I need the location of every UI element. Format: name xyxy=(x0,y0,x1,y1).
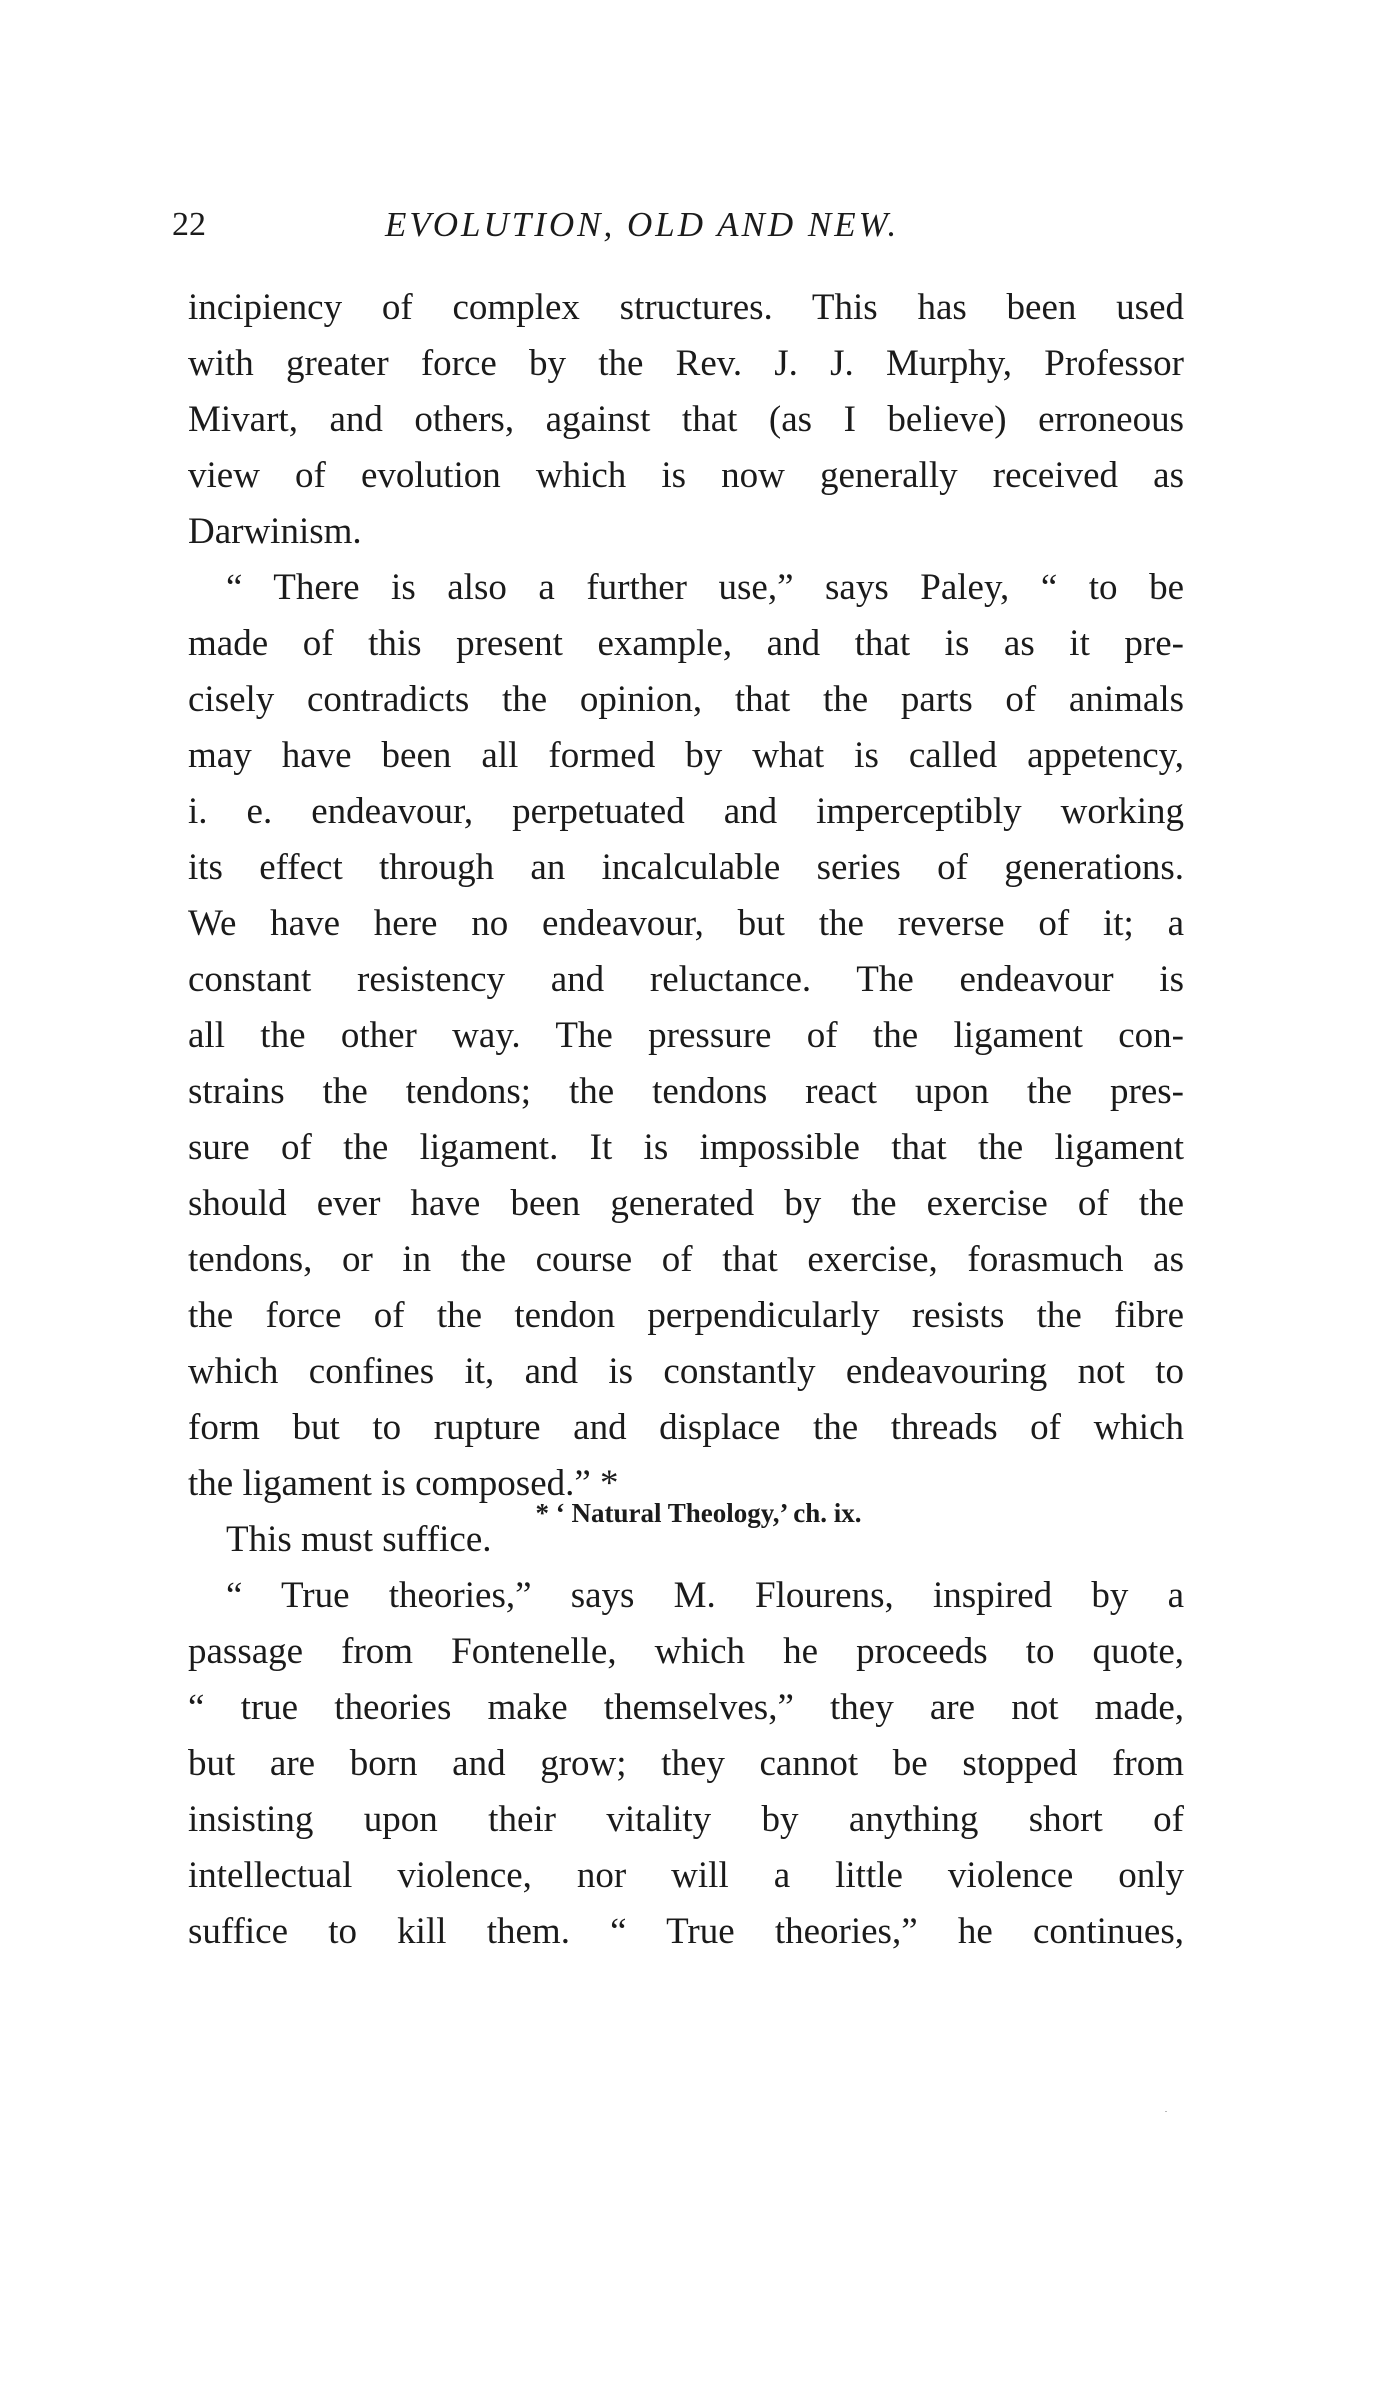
body-text xyxy=(188,280,1184,1960)
text-line: i. e. endeavour, perpetuated and imperceptibly working xyxy=(188,791,1184,832)
text-line: passage from Fontenelle, which he proceeds to quote, xyxy=(188,1631,1184,1672)
text-line: incipiency of complex structures. This has been used xyxy=(188,287,1184,328)
text-line: “ true theories make themselves,” they are not made, xyxy=(188,1687,1184,1728)
text-line: Darwinism. xyxy=(188,511,362,552)
text-line: the force of the tendon perpendicularly resists the fibre xyxy=(188,1295,1184,1336)
text-line: with greater force by the Rev. J. J. Murphy, Professor xyxy=(188,343,1184,384)
text-line: “ True theories,” says M. Flourens, inspired by a xyxy=(226,1575,1184,1616)
text-line: Mivart, and others, against that (as I believe) erroneous xyxy=(188,399,1184,440)
text-line: strains the tendons; the tendons react upon the pres- xyxy=(188,1071,1184,1112)
text-line: should ever have been generated by the exercise of the xyxy=(188,1183,1184,1224)
text-line: view of evolution which is now generally received as xyxy=(188,455,1184,496)
text-line: constant resistency and reluctance. The endeavour is xyxy=(188,959,1184,1000)
page-header xyxy=(172,205,1190,255)
text-line: all the other way. The pressure of the ligament con- xyxy=(188,1015,1184,1056)
text-line: which confines it, and is constantly endeavouring not to xyxy=(188,1351,1184,1392)
text-line: its effect through an incalculable series of generations. xyxy=(188,847,1184,888)
text-line: “ There is also a further use,” says Paley, “ to be xyxy=(226,567,1184,608)
text-line: but are born and grow; they cannot be stopped from xyxy=(188,1743,1184,1784)
text-line: made of this present example, and that is as it pre- xyxy=(188,623,1184,664)
paper-speck xyxy=(1165,2111,1167,2112)
text-line: tendons, or in the course of that exercise, forasmuch as xyxy=(188,1239,1184,1280)
text-line: sure of the ligament. It is impossible that the ligament xyxy=(188,1127,1184,1168)
text-line: cisely contradicts the opinion, that the parts of animals xyxy=(188,679,1184,720)
text-line: suffice to kill them. “ True theories,” he continues, xyxy=(188,1911,1184,1952)
text-line: intellectual violence, nor will a little violence only xyxy=(188,1855,1184,1896)
text-line: may have been all formed by what is called appetency, xyxy=(188,735,1184,776)
text-line: We have here no endeavour, but the reverse of it; a xyxy=(188,903,1184,944)
text-line: form but to rupture and displace the threads of which xyxy=(188,1407,1184,1448)
text-line: This must suffice. xyxy=(226,1519,492,1560)
footnote: * ‘ Natural Theology,’ ch. ix. xyxy=(535,1498,862,1528)
running-head: EVOLUTION, OLD AND NEW. xyxy=(385,205,900,244)
page-number: 22 xyxy=(172,206,206,243)
text-line: insisting upon their vitality by anything short of xyxy=(188,1799,1184,1840)
text-line: the ligament is composed.” * xyxy=(188,1463,619,1504)
